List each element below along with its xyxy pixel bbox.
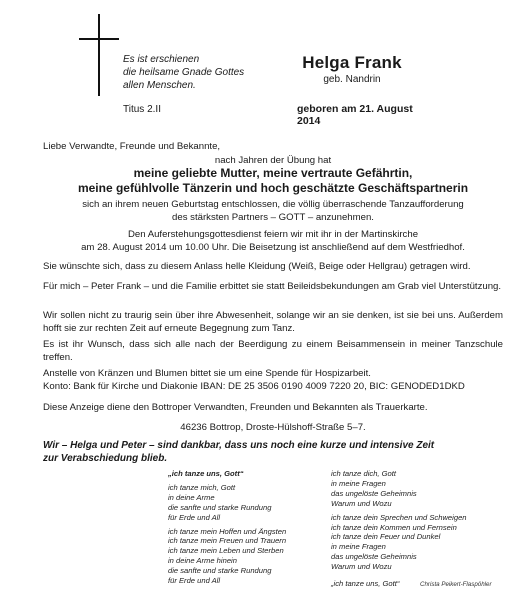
poem-line: ich tanze mein Freuen und Trauern	[168, 536, 287, 546]
poem-line: die sanfte und starke Rundung	[168, 502, 272, 512]
bank-details: Konto: Bank für Kirche und Diakonie IBAN: DE 25 3506 0190 4009 7220 20, BIC: GENODED1DKD	[43, 381, 465, 392]
poem-line: ich tanze mein Leben und Sterben	[168, 546, 284, 556]
poem-title: „ich tanze uns, Gott“	[168, 469, 244, 478]
poem-line: ich tanze dein Sprechen und Schweigen	[331, 512, 467, 522]
service-line-1: Den Auferstehungsgottesdienst feiern wir mit ihr in der Martinskirche	[127, 229, 419, 240]
poem-line: ich tanze mich, Gott	[168, 482, 236, 492]
poem-line: die sanfte und starke Rundung	[168, 566, 272, 576]
bold-line-1: meine geliebte Mutter, meine vertraute Gefährtin,	[133, 166, 413, 180]
poem-right-column	[331, 469, 513, 572]
announcement-line-3: sich an ihrem neuen Geburtstag entschlossen, die völlig überraschende Tanzaufforderung	[82, 199, 464, 210]
cross-horizontal-bar	[79, 38, 119, 40]
poem-credit: Christa Peikert-Flaspöhler	[420, 581, 492, 588]
birth-date: geboren am 21. August 2014	[297, 103, 413, 127]
poem-line: Warum und Wozu	[331, 498, 392, 508]
paragraph-gathering: Es ist ihr Wunsch, dass sich alle nach der Beerdigung zu einem Beisammensein in meiner Tanzschule treffen.	[43, 339, 503, 363]
address: 46236 Bottrop, Droste-Hülshoff-Straße 5–7.	[180, 422, 366, 433]
paragraph-clothing: Sie wünschte sich, dass zu diesem Anlass helle Kleidung (Weiß, Beige oder Hellgrau) getragen wird.	[43, 261, 471, 272]
paragraph-notice: Diese Anzeige diene den Bottroper Verwandten, Freunden und Bekannten als Trauerkarte.	[43, 402, 428, 413]
bible-verse	[123, 53, 244, 92]
poem-line: in deine Arme hinein	[168, 556, 237, 566]
service-line-2: am 28. August 2014 um 10.00 Uhr. Die Beisetzung ist anschließend auf dem Westfriedhof.	[81, 242, 465, 253]
maiden-name: geb. Nandrin	[323, 74, 381, 85]
bold-line-2: meine gefühlvolle Tänzerin und hoch geschätzte Geschäftspartnerin	[77, 181, 469, 195]
poem-line: ich tanze dein Kommen und Fernsein	[331, 522, 457, 532]
poem-end-title: „ich tanze uns, Gott“	[331, 579, 400, 588]
poem-line: ich tanze dich, Gott	[331, 469, 397, 478]
deceased-name: Helga Frank	[302, 53, 402, 72]
poem-left-column	[168, 469, 328, 586]
poem-line: in meine Fragen	[331, 542, 386, 552]
closing-line-1: Wir – Helga und Peter – sind dankbar, dass uns noch eine kurze und intensive Zeit	[43, 440, 435, 451]
poem-line: das ungelöste Geheimnis	[331, 552, 417, 562]
verse-reference: Titus 2.II	[123, 104, 161, 115]
poem-line: in meine Fragen	[331, 478, 386, 488]
poem-line: das ungelöste Geheimnis	[331, 488, 417, 498]
closing-line-2: zur Verabschiedung blieb.	[43, 453, 168, 464]
verse-line: allen Menschen.	[123, 80, 196, 91]
intro-line: nach Jahren der Übung hat	[214, 155, 332, 166]
poem-line: Warum und Wozu	[331, 562, 392, 572]
poem-line: ich tanze mein Hoffen und Ängsten	[168, 526, 287, 536]
paragraph-donation: Anstelle von Kränzen und Blumen bittet sie um eine Spende für Hospizarbeit.	[43, 368, 371, 379]
cross-vertical-bar	[98, 14, 100, 96]
poem-line: für Erde und All	[168, 512, 221, 522]
paragraph-support: Für mich – Peter Frank – und die Familie erbittet sie statt Beileidsbekundungen am Grab viel Unterstützung.	[43, 281, 502, 292]
announcement-line-4: des stärksten Partners – GOTT – anzunehmen.	[172, 212, 374, 223]
verse-line: die heilsame Gnade Gottes	[123, 67, 245, 78]
poem-line: ich tanze dein Feuer und Dunkel	[331, 532, 441, 542]
verse-line: Es ist erschienen	[123, 54, 200, 65]
paragraph-absence: Wir sollen nicht zu traurig sein über ihre Abwesenheit, solange wir an sie denken, ist sie bei uns. Außerdem hofft sie zur rechten Zeit auf erneute Begegnung zum Tanz.	[43, 310, 503, 334]
greeting: Liebe Verwandte, Freunde und Bekannte,	[43, 141, 221, 152]
poem-line: für Erde und All	[168, 576, 221, 586]
poem-line: in deine Arme	[168, 492, 215, 502]
